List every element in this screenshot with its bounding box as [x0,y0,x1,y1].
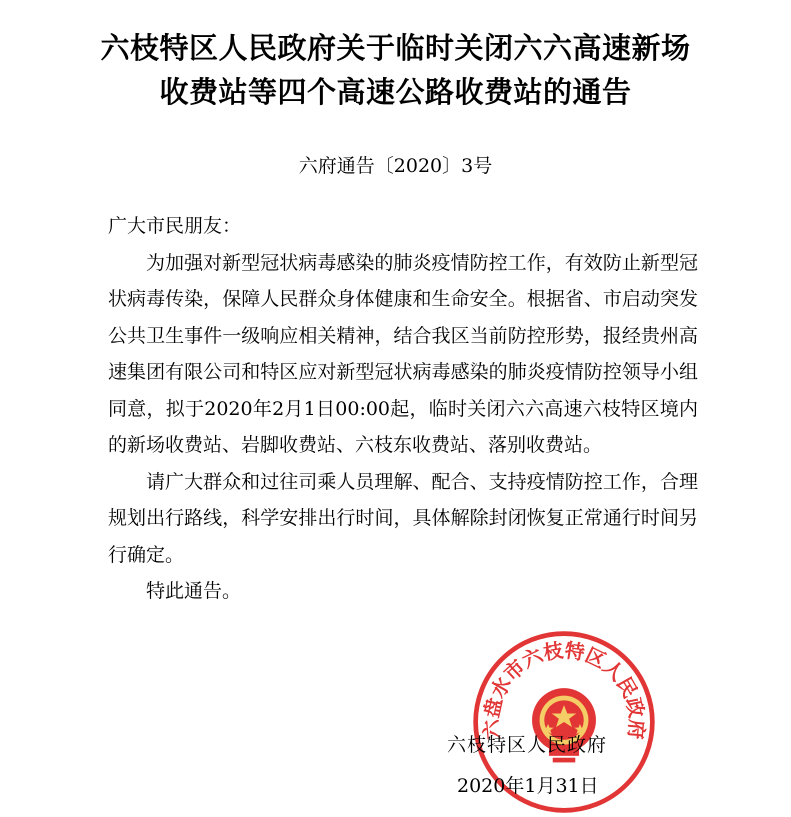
title-line-2: 收费站等四个高速公路收费站的通告 [159,75,632,109]
paragraph-2: 请广大群众和过往司乘人员理解、配合、支持疫情防控工作，合理规划出行路线，科学安排出行时间，具体解除封闭恢复正常通行时间另行确定。 [108,470,698,566]
issue-date: 2020年1月31日 [457,775,599,797]
document-title [20,26,771,114]
paragraph-3: 特此通告。 [146,580,242,602]
document-number: 六府通告〔2020〕3号 [298,155,493,177]
paragraph-1: 为加强对新型冠状病毒感染的肺炎疫情防控工作，有效防止新型冠状病毒传染，保障人民群众身体健康和生命安全。根据省、市启动突发公共卫生事件一级响应相关精神，结合我区当前防控形势，报经贵州高速集团有限公司和特区应对新型冠状病毒感染的肺炎疫情防控领导小组同意，拟于2020年2月1日00:00起，临时关闭六六高速六枝特区境内的新场收费站、岩脚收费站、六枝东收费站、落别收费站。 [108,251,698,456]
document-body [108,208,698,610]
seal-text-path: 六盘水市六枝特区人民政府 [479,638,649,741]
title-line-1: 六枝特区人民政府关于临时关闭六六高速新场 [100,31,691,65]
salutation: 广大市民朋友： [108,215,242,237]
signatory: 六枝特区人民政府 [447,734,608,756]
